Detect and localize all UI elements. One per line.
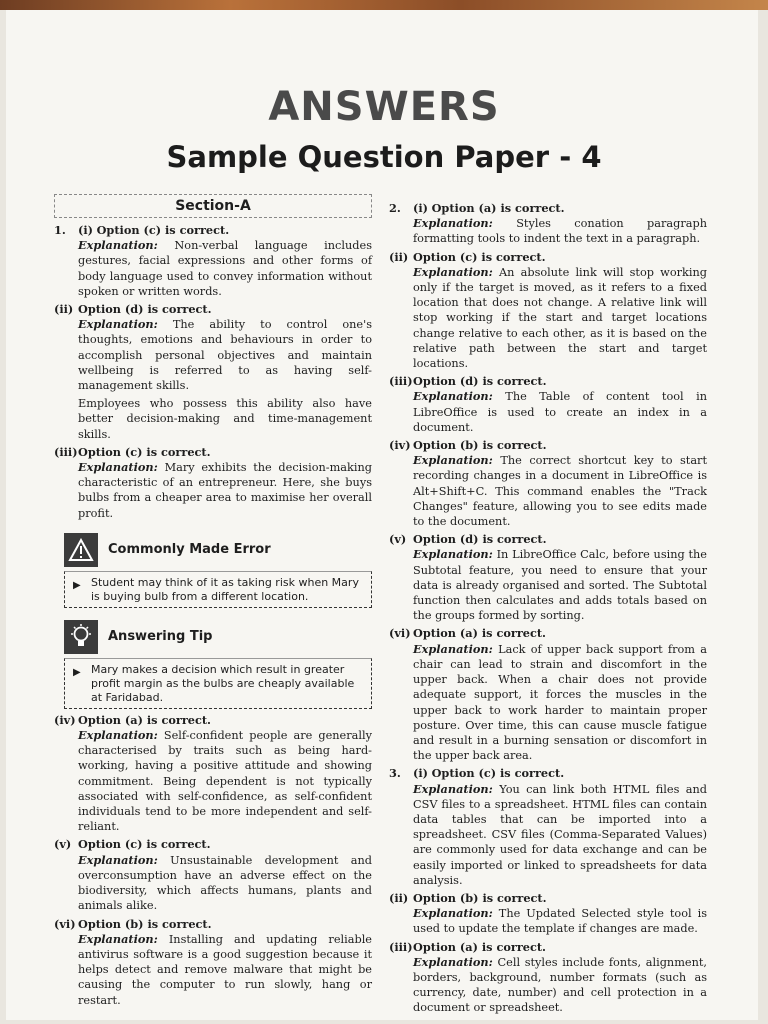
lightbulb-icon xyxy=(64,620,98,654)
answer-2-iv xyxy=(389,438,707,529)
answer-head: Option (d) is correct. xyxy=(413,374,547,389)
answer-head: Option (c) is correct. xyxy=(431,766,565,781)
sub-label: (i) xyxy=(413,201,428,215)
answer-head: Option (c) is correct. xyxy=(78,444,211,459)
answer-1-vi xyxy=(54,917,372,1008)
answer-head: Option (b) is correct. xyxy=(413,438,547,453)
sub-label: (iii) xyxy=(54,444,78,459)
explanation-text: Lack of upper back support from a chair can lead to strain and discomfort in the upper back. When a chair does not provide adequate support, it forces the muscles in the upper back to work harder to maintain proper posture. Over time, this can cause muscle fatigue and result in a burning sensation or discomfort in the upper back area. xyxy=(413,642,707,763)
sub-label: (ii) xyxy=(389,249,409,264)
sub-label: (iii) xyxy=(389,374,413,389)
explanation-label: Explanation: xyxy=(413,216,493,231)
explanation-label: Explanation: xyxy=(413,641,493,656)
answer-1-v xyxy=(54,837,372,913)
sub-label: (vi) xyxy=(54,916,76,931)
triangle-bullet-icon: ▶ xyxy=(73,666,81,678)
answer-head: Option (b) is correct. xyxy=(413,890,547,905)
warning-triangle-icon xyxy=(64,533,98,567)
answer-3-i xyxy=(389,766,707,888)
explanation-label: Explanation: xyxy=(413,781,493,796)
callout-text: Mary makes a decision which result in greater profit margin as the bulbs are cheaply available at Faridabad. xyxy=(91,662,355,704)
explanation-label: Explanation: xyxy=(78,238,158,253)
answering-tip-callout xyxy=(64,618,372,709)
callout-text: Student may think of it as taking risk when Mary is buying bulb from a different location. xyxy=(91,575,359,603)
explanation-text: Self-confident people are generally characterised by traits such as being hard-working, having a positive attitude and showing commitment. Being dependent is not typically associated with self-confidence, as self-confident individuals tend to be more independent and self-reliant. xyxy=(78,729,372,834)
answer-2-vi xyxy=(389,626,707,763)
page-subtitle: Sample Question Paper - 4 xyxy=(166,140,602,174)
answer-2-v xyxy=(389,532,707,623)
sub-label: (ii) xyxy=(54,302,74,317)
explanation-text: An absolute link will stop working only if the target is moved, as it refers to a fixed location that does not change. A relative link will stop working if the start and target locations change relative to each other, as it is based on the relative path between the start and target locations. xyxy=(413,265,707,371)
sub-label: (iv) xyxy=(389,438,411,453)
commonly-made-error-callout xyxy=(64,531,372,608)
sub-label: (v) xyxy=(389,532,407,547)
section-heading: Section-A xyxy=(54,194,372,218)
answer-2-ii xyxy=(389,250,707,372)
callout-title: Commonly Made Error xyxy=(108,542,271,558)
answer-head: Option (c) is correct. xyxy=(96,223,230,237)
explanation-extra: Employees who possess this ability also have better decision-making and time-management skills. xyxy=(78,397,372,441)
answer-2-iii xyxy=(389,374,707,435)
answer-2-i xyxy=(389,201,707,247)
answer-head: Option (b) is correct. xyxy=(78,916,212,931)
answer-head: Option (c) is correct. xyxy=(78,837,211,852)
explanation-label: Explanation: xyxy=(78,852,158,867)
explanation-text: The Table of content tool in LibreOffice is used to create an index in a document. xyxy=(413,390,707,434)
answer-3-ii xyxy=(389,891,707,937)
explanation-label: Explanation: xyxy=(78,931,158,946)
sub-label: (i) xyxy=(78,223,93,237)
sub-label: (iii) xyxy=(389,939,413,954)
explanation-label: Explanation: xyxy=(78,460,158,475)
triangle-bullet-icon: ▶ xyxy=(73,579,81,591)
explanation-text: The ability to control one's thoughts, emotions and behaviours in order to accomplish personal objectives and maintain wellbeing is referred to as having self-management skills. xyxy=(78,318,373,393)
page-title: ANSWERS xyxy=(268,84,500,130)
explanation-label: Explanation: xyxy=(413,453,493,468)
sub-label: (ii) xyxy=(389,890,409,905)
sub-label: (vi) xyxy=(389,626,411,641)
explanation-text: The Updated Selected style tool is used to update the template if changes are made. xyxy=(413,907,707,936)
question-number: 2. xyxy=(389,201,401,215)
right-column xyxy=(389,198,707,1016)
question-number: 1. xyxy=(54,223,66,237)
answer-head: Option (d) is correct. xyxy=(413,532,547,547)
answer-head: Option (a) is correct. xyxy=(431,201,565,215)
explanation-text: Cell styles include fonts, alignment, borders, background, number formats (such as currency, date, number) and cell protection in a document or spreadsheet. xyxy=(413,955,708,1015)
explanation-text: Unsustainable development and overconsumption have an adverse effect on the biodiversity, which affects humans, plants and animals alike. xyxy=(78,853,372,913)
explanation-label: Explanation: xyxy=(413,906,493,921)
answer-1-ii xyxy=(54,302,372,442)
explanation-text: Non-verbal language includes gestures, facial expressions and other forms of body language used to convey information without spoken or written words. xyxy=(78,239,372,298)
callout-title: Answering Tip xyxy=(108,629,213,645)
explanation-label: Explanation: xyxy=(78,728,158,743)
explanation-text: The correct shortcut key to start recording changes in a document in LibreOffice is Alt+Shift+C. This command enables the "Track Changes" feature, allowing you to see edits made to the document. xyxy=(413,454,708,529)
answer-1-iv xyxy=(54,713,372,835)
sub-label: (iv) xyxy=(54,712,76,727)
page-top-edge xyxy=(0,0,768,10)
left-column xyxy=(54,194,372,1008)
explanation-label: Explanation: xyxy=(413,389,493,404)
explanation-text: In LibreOffice Calc, before using the Subtotal feature, you need to ensure that your data is already organised and sorted. The Subtotal function then calculates and adds totals based on the groups formed by sorting. xyxy=(413,548,707,623)
answer-1-iii xyxy=(54,445,372,521)
answer-head: Option (a) is correct. xyxy=(78,712,211,727)
explanation-label: Explanation: xyxy=(413,954,493,969)
answer-head: Option (d) is correct. xyxy=(78,302,212,317)
answer-head: Option (a) is correct. xyxy=(413,626,546,641)
question-number: 3. xyxy=(389,766,401,781)
sub-label: (v) xyxy=(54,837,72,852)
explanation-label: Explanation: xyxy=(413,264,493,279)
sub-label: (i) xyxy=(413,766,428,781)
answer-head: Option (a) is correct. xyxy=(413,939,546,954)
explanation-text: You can link both HTML files and CSV files to a spreadsheet. HTML files can contain data tables that can be imported into a spreadsheet. CSV files (Comma-Separated Values) are commonly used for data exchange and can be easily imported or linked to spreadsheets for data analysis. xyxy=(413,782,708,887)
answer-3-iii xyxy=(389,940,707,1016)
answer-head: Option (c) is correct. xyxy=(413,249,546,264)
explanation-label: Explanation: xyxy=(413,547,493,562)
explanation-label: Explanation: xyxy=(78,317,158,332)
explanation-text: Styles conation paragraph formatting tools to indent the text in a paragraph. xyxy=(413,217,707,246)
answer-1-i xyxy=(54,223,372,299)
explanation-text: Mary exhibits the decision-making characteristic of an entrepreneur. Here, she buys bulbs from a cheaper area to maximise her overall profit. xyxy=(78,461,373,520)
explanation-text: Installing and updating reliable antivirus software is a good suggestion because it helps detect and remove malware that might be causing the computer to run slowly, hang or restart. xyxy=(78,932,372,1007)
